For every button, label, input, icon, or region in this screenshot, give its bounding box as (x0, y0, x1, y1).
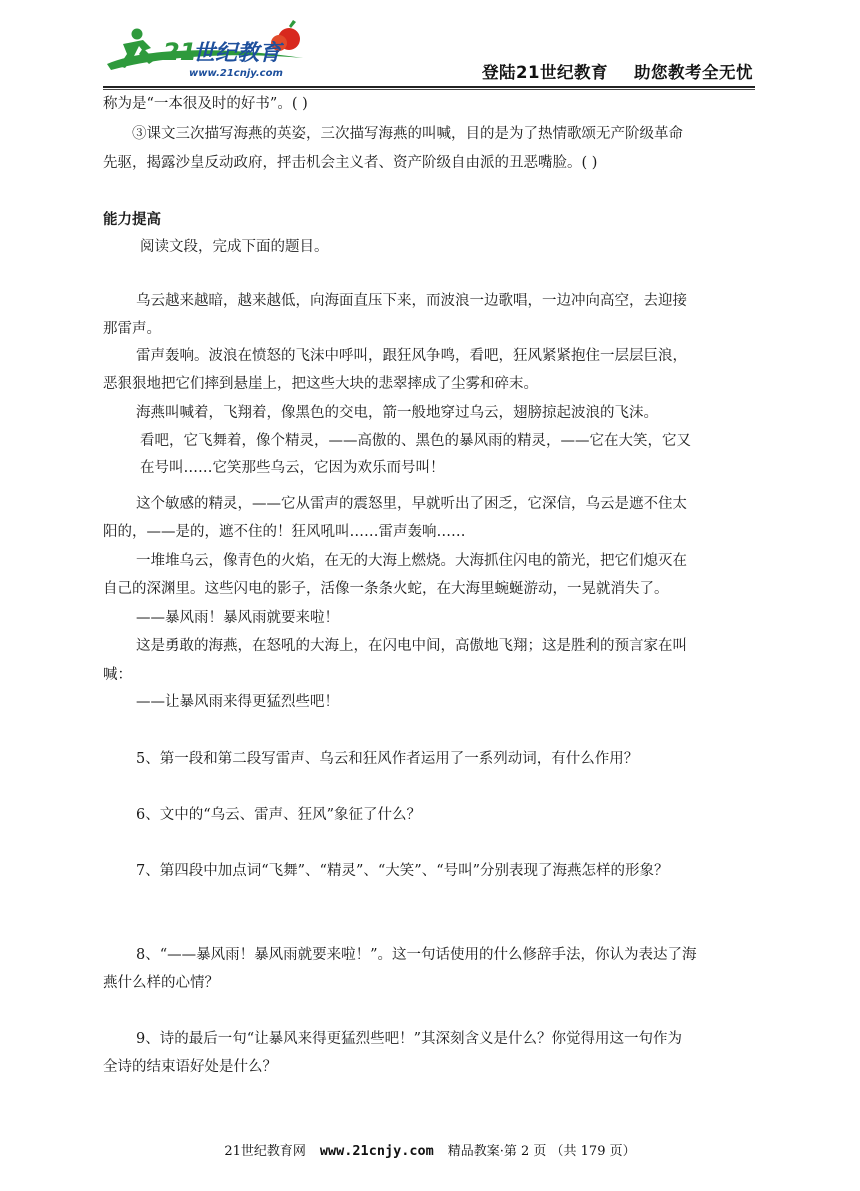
passage-line: 恶狠狠地把它们摔到悬崖上，把这些大块的悲翠摔成了尘雾和碎末。 (103, 376, 538, 392)
passage-line: 看吧，它飞舞着，像个精灵，——高傲的、黑色的暴风雨的精灵，——它在大笑，它又 (140, 433, 691, 449)
passage-line: 一堆堆乌云，像青色的火焰，在无的大海上燃烧。大海抓住闪电的箭光，把它们熄灭在 (136, 553, 687, 569)
passage-line: 这是勇敢的海燕，在怒吼的大海上，在闪电中间，高傲地飞翔；这是胜利的预言家在叫 (136, 638, 687, 654)
section-heading: 能力提高 (103, 212, 161, 228)
svg-text:www.21cnjy.com: www.21cnjy.com (189, 68, 283, 79)
tagline-left: 登陆21世纪教育 (482, 63, 608, 82)
question-9-cont: 全诗的结束语好处是什么？ (103, 1059, 277, 1075)
passage-line: 雷声轰响。波浪在愤怒的飞沫中呼叫，跟狂风争鸣，看吧，狂风紧紧抱住一层层巨浪， (136, 348, 687, 364)
instruction-text: 阅读文段，完成下面的题目。 (140, 239, 329, 255)
page-header (103, 18, 755, 90)
question-6: 6、文中的“乌云、雷声、狂风”象征了什么？ (136, 807, 422, 823)
passage-line: 喊： (103, 667, 132, 683)
passage-line: ——暴风雨！暴风雨就要来啦！ (136, 610, 339, 626)
question-7: 7、第四段中加点词“飞舞”、“精灵”、“大笑”、“号叫”分别表现了海燕怎样的形象？ (136, 863, 669, 879)
passage-line: ——让暴风雨来得更猛烈些吧！ (136, 694, 339, 710)
header-rule-thin (103, 89, 755, 90)
header-rule (103, 86, 755, 88)
passage-line: 那雷声。 (103, 321, 161, 337)
passage-line: 自己的深渊里。这些闪电的影子，活像一条条火蛇，在大海里蜿蜒游动，一晃就消失了。 (103, 581, 669, 597)
text-line: 称为是“一本很及时的好书”。( ) (103, 96, 308, 112)
header-tagline (482, 59, 753, 83)
text-line: ③课文三次描写海燕的英姿，三次描写海燕的叫喊，目的是为了热情歌颂无产阶级革命 (132, 126, 683, 142)
question-9: 9、诗的最后一句“让暴风来得更猛烈些吧！”其深刻含义是什么？你觉得用这一句作为 (136, 1031, 683, 1047)
question-8-cont: 燕什么样的心情？ (103, 975, 219, 991)
passage-line: 阳的，——是的，遮不住的！狂风吼叫……雷声轰响…… (103, 524, 466, 540)
footer-site-name: 21世纪教育网 (224, 1144, 306, 1159)
tagline-right: 助您教考全无忧 (634, 63, 753, 82)
page-footer (0, 1140, 860, 1159)
footer-site-url[interactable]: www.21cnjy.com (319, 1143, 434, 1159)
text-line: 先驱，揭露沙皇反动政府，抨击机会主义者、资产阶级自由派的丑恶嘴脸。( ) (103, 155, 598, 171)
question-5: 5、第一段和第二段写雷声、乌云和狂风作者运用了一系列动词，有什么作用？ (136, 751, 639, 767)
svg-text:世纪教育: 世纪教育 (193, 41, 282, 66)
question-8: 8、“——暴风雨！暴风雨就要来啦！”。这一句话使用的什么修辞手法，你认为表达了海 (136, 947, 697, 963)
21cnjy-logo (103, 18, 318, 88)
passage-line: 这个敏感的精灵，——它从雷声的震怒里，早就听出了困乏，它深信，乌云是遮不住太 (136, 496, 687, 512)
footer-page-info: 精品教案·第 2 页 （共 179 页） (447, 1144, 636, 1159)
passage-line: 乌云越来越暗，越来越低，向海面直压下来，而波浪一边歌唱，一边冲向高空，去迎接 (136, 293, 687, 309)
passage-line: 在号叫……它笑那些乌云，它因为欢乐而号叫！ (140, 460, 445, 476)
svg-text:21: 21 (163, 38, 197, 66)
passage-line: 海燕叫喊着，飞翔着，像黑色的交电，箭一般地穿过乌云，翅膀掠起波浪的飞沫。 (136, 405, 658, 421)
